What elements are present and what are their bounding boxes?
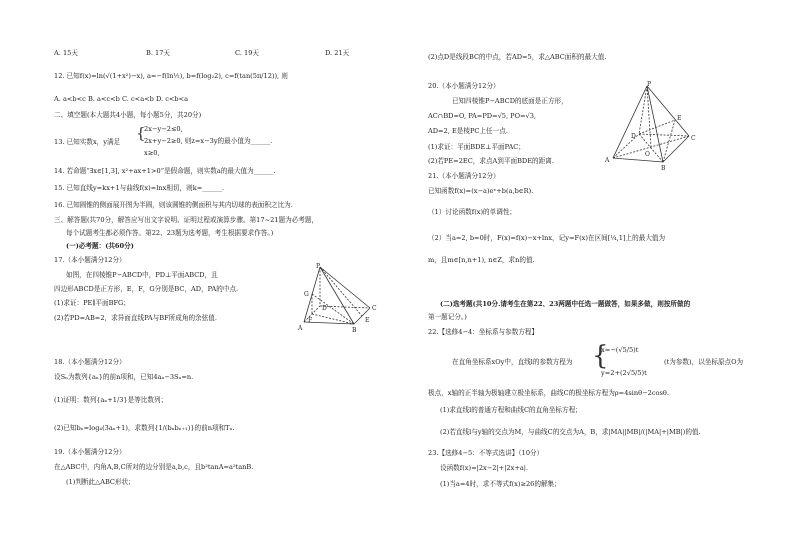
section-3-required: (一)必考题：(共60分) [66,242,134,250]
pyramid-figure-17 [296,262,382,336]
q20-line-3: AD=2, E是棱PC上任一点. [428,127,508,135]
fig20-label-b: B [661,165,666,172]
question-15: 15. 已知直线y=kx+1与曲线f(x)=lnx相切，则k=______. [54,184,225,192]
q17-line-1: 如图，在四棱锥P−ABCD中，PD⊥平面ABCD，且 [66,271,218,279]
q20-line-2: AC∩BD=O, PA=PD=√5, PO=√3, [428,112,537,120]
q18-line-1: 设Sₙ为数列{aₙ}的前n项和，已知4aₙ−3Sₙ=n. [54,373,194,381]
optional-heading-1: (二)选考题(共10分.请考生在第22、23两题中任选一题做答，如果多做，则按所做的 [440,300,691,308]
q21-part-1: （1）讨论函数f(x)的单调性； [428,208,517,216]
q21-line-2: m，且m∈[n,n+1), n∈Z，求n的值. [428,256,535,264]
q22-line-1: 在直角坐标系xOy中，直线l的参数方程为 [452,358,573,366]
q22-line-1b: (t为参数)，以坐标原点O为 [664,358,744,366]
q19-part-2: (2)点D是线段BC的中点，若AD=5，求△ABC面积的最大值. [428,53,607,61]
fig17-label-g: G [304,291,309,298]
section-2-heading: 二、填空题(本大题共4小题，每小题5分，共20分) [54,111,202,119]
section-3-line-2: 每个试题考生都必须作答。第22、23题为选考题，考生根据要求作答。) [66,229,274,237]
fig20-label-o: O [645,151,650,158]
q20-part-2: (2)若PE=2EC，求点A到平面BDE的距离. [428,157,554,165]
q20-part-1: (1)求证：平面BDE⊥平面PAC； [428,143,525,151]
q19-line-1: 在△ABC中，内角A,B,C所对的边分别是a,b,c，且b²tanA=a²tanB. [54,463,254,471]
q21-part-2: （2）当a=2, b=0时，F(x)=f(x)−x+lnx，记y=F(x)在区间[¼,1]上的最大值为 [428,234,666,242]
pyramid-figure-20 [603,80,698,172]
option-c: C. 19天 [235,49,259,57]
q22-param-x: x=−(√5/5)t [601,346,639,354]
q22-param-y: y=2+(2√5/5)t [601,369,647,377]
q18-header: 18.（本小题满分12分） [54,358,126,366]
q19-part-1: (1)判断此△ABC形状； [66,478,135,486]
option-d: D. 21天 [325,49,350,57]
q22-line-2: 极点，x轴的正半轴为极轴建立极坐标系，曲线C的极坐标方程为ρ=4sinθ−2cosθ. [428,389,669,397]
fig20-label-e: E [677,115,682,122]
q13-line-2: 2x+y−2≥0, 则z=x−3y的最小值为______. [144,137,273,145]
fig20-label-d: D [631,133,636,140]
q20-header: 20.（本小题满分12分） [428,82,500,90]
section-3-line-1: 三、解答题(共70分，解答应写出文字说明、证明过程或演算步骤。第17~21题为必考题， [54,216,319,224]
fig20-label-c: C [691,135,696,142]
q23-part-1: (1)当a=4时，求不等式f(x)≥26的解集； [440,480,561,488]
fig17-label-f: F [308,317,313,324]
fig20-label-p: P [647,81,652,88]
fig17-label-e: E [365,317,370,324]
option-a: A. 15天 [54,49,78,57]
q21-line-1: 已知函数f(x)=(x−a)eˣ+b(a,b∈R). [428,187,534,195]
q19-header: 19.（本小题满分12分） [54,448,126,456]
question-12-options: A. a<b<c B. a<c<b C. c<a<b D. c<b<a [54,95,189,103]
fig17-label-b: B [352,327,357,334]
q22-part-2: (2)若直线l与y轴的交点为M，与曲线C的交点为A，B，求|MA||MB|/(|MA|+|MB|)的值. [440,428,701,436]
system-brace: { [136,124,146,142]
fig20-label-a: A [605,157,610,164]
right-column [428,0,748,549]
q13-line-1: 2x−y−2≤0, [144,125,183,133]
fig17-label-d: D [322,305,327,312]
q18-part-1: (1)证明：数列{aₙ+1/3}是等比数列； [54,396,168,404]
q22-header: 22.【选修4−4：坐标系与参数方程】 [428,328,539,336]
question-12: 12. 已知f(x)=ln(√(1+x²)−x), a=−f(ln½), b=f(log₂2), c=f(tan(5π/12)), 则 [54,72,288,80]
q21-header: 21.（本小题满分12分） [428,172,500,180]
q13-line-3: x≥0, [144,149,160,157]
q17-line-2: 四边形ABCD是正方形，E，F，G分别是BC，AD，PA的中点. [54,285,239,293]
q17-part-2: (2)若PD=AB=2，求异面直线PA与BF所成角的余弦值. [54,314,217,322]
optional-heading-2: 第一题记分。) [428,313,467,321]
q22-part-1: (1)求直线l的普通方程和曲线C的直角坐标方程； [440,406,582,414]
fig17-label-c: C [372,305,377,312]
q17-part-1: (1)求证：PE∥平面BFG； [54,299,130,307]
fig17-label-a: A [298,325,303,332]
q18-part-2: (2)已知bₙ=log₄(3aₙ+1)，求数列{1/(bₙbₙ₊₁)}的前n项和Tₙ. [54,424,235,432]
question-14: 14. 若命题“∃x∈[1,3], x²+ax+1>0”是假命题，则实数a的最大值为______. [54,167,276,175]
q23-line-1: 设函数f(x)=|2x−2|+|2x+a|. [440,464,529,472]
q23-header: 23.【选修4−5：不等式选讲】（10分） [428,449,544,457]
q17-header: 17.（本小题满分12分） [54,256,126,264]
question-13-prefix: 13. 已知实数x，y满足 [54,138,121,146]
question-16: 16. 已知圆锥的侧面展开图为半圆，则该圆锥的侧面积与其内切球的表面积之比为. [54,201,293,209]
param-brace: { [592,341,609,371]
option-b: B. 17天 [146,49,171,57]
fig17-label-p: P [316,263,321,270]
q20-line-1: 已知四棱锥P−ABCD的底面是正方形， [452,97,568,105]
